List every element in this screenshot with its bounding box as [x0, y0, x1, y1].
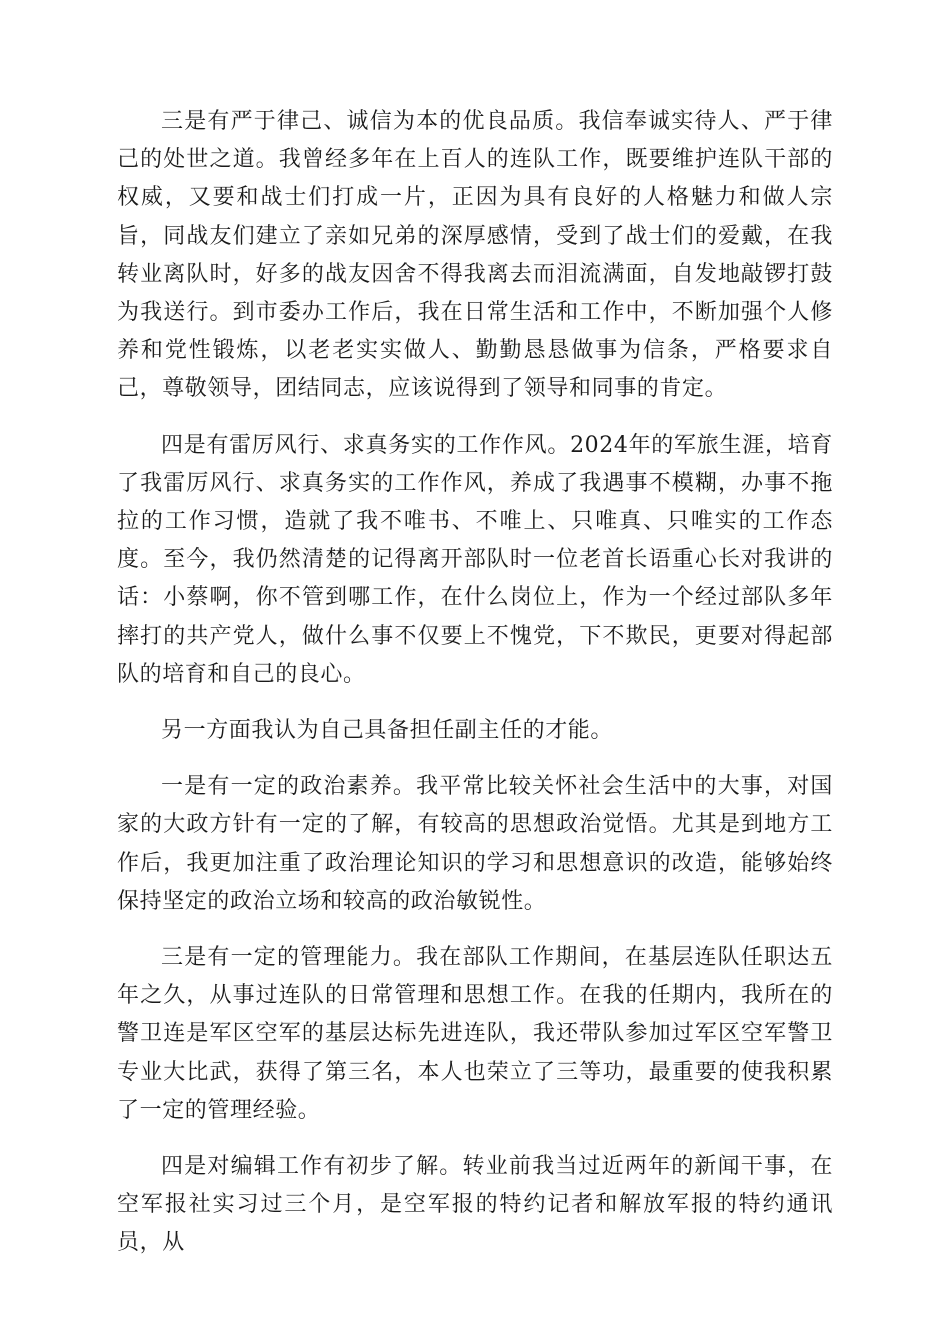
paragraph-integrity: 三是有严于律己、诚信为本的优良品质。我信奉诚实待人、严于律己的处世之道。我曾经多年在上百人的连队工作，既要维护连队干部的权威，又要和战士们打成一片，正因为具有良好的人格魅力和做人宗旨，同战友们建立了亲如兄弟的深厚感情，受到了战士们的爱戴，在我转业离队时，好多的战友因舍不得我离去而泪流满面，自发地敲锣打鼓为我送行。到市委办工作后，我在日常生活和工作中，不断加强个人修养和党性锻炼，以老老实实做人、勤勤恳恳做事为信条，严格要求自己，尊敬领导，团结同志，应该说得到了领导和同事的肯定。	[117, 109, 833, 402]
paragraph-editing-experience: 四是对编辑工作有初步了解。转业前我当过近两年的新闻干事，在空军报社实习过三个月，是空军报的特约记者和解放军报的特约通讯员，从	[117, 1154, 833, 1256]
paragraph-political-literacy: 一是有一定的政治素养。我平常比较关怀社会生活中的大事，对国家的大政方针有一定的了解，有较高的思想政治觉悟。尤其是到地方工作后，我更加注重了政治理论知识的学习和思想意识的改造，能够始终保持坚定的政治立场和较高的政治敏锐性。	[117, 774, 833, 914]
document-body	[117, 103, 833, 1281]
paragraph-management-ability: 三是有一定的管理能力。我在部队工作期间，在基层连队任职达五年之久，从事过连队的日常管理和思想工作。在我的任期内，我所在的警卫连是军区空军的基层达标先进连队，我还带队参加过军区空军警卫专业大比武，获得了第三名，本人也荣立了三等功，最重要的使我积累了一定的管理经验。	[117, 945, 833, 1123]
paragraph-work-style: 四是有雷厉风行、求真务实的工作作风。2024年的军旅生涯，培育了我雷厉风行、求真务实的工作作风，养成了我遇事不模糊，办事不拖拉的工作习惯，造就了我不唯书、不唯上、只唯真、只唯实的工作态度。至今，我仍然清楚的记得离开部队时一位老首长语重心长对我讲的话：小蔡啊，你不管到哪工作，在什么岗位上，作为一个经过部队多年摔打的共产党人，做什么事不仅要上不愧党，下不欺民，更要对得起部队的培育和自己的良心。	[117, 432, 833, 687]
paragraph-ability-intro: 另一方面我认为自己具备担任副主任的才能。	[161, 718, 614, 744]
